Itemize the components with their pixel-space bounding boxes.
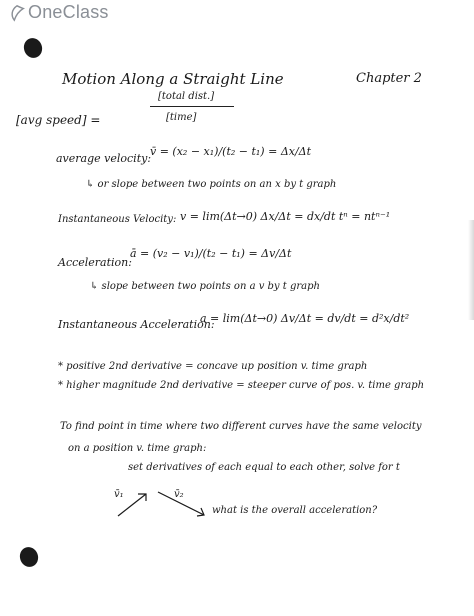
vector-v2-label: v̄₂ xyxy=(174,489,184,500)
instantaneous-velocity-equation: v = lim(Δt→0) Δx/Δt = dx/dt tⁿ = ntⁿ⁻¹ xyxy=(180,210,391,223)
find-point-line1: To find point in time where two different curves have the same velocity xyxy=(60,421,422,432)
acceleration-equation: ā = (v₂ − v₁)/(t₂ − t₁) = Δv/Δt xyxy=(130,247,292,260)
acceleration-label: Acceleration: xyxy=(58,256,132,269)
avg-speed-label: [avg speed] = xyxy=(16,113,101,127)
bullet-magnitude: * higher magnitude 2nd derivative = steeper curve of pos. v. time graph xyxy=(58,380,425,391)
page-title: Motion Along a Straight Line xyxy=(62,70,284,88)
vector-v1-arrow xyxy=(118,494,146,516)
oneclass-logo-text: OneClass xyxy=(28,2,109,22)
vector-v2-arrow xyxy=(158,489,204,516)
chapter-label: Chapter 2 xyxy=(356,71,422,86)
instantaneous-acceleration-label: Instantaneous Acceleration: xyxy=(58,318,215,331)
avg-speed-denominator: [time] xyxy=(166,112,197,123)
avg-velocity-equation: v̄ = (x₂ − x₁)/(t₂ − t₁) = Δx/Δt xyxy=(150,145,312,158)
avg-velocity-label: average velocity: xyxy=(56,152,152,165)
instantaneous-velocity-label: Instantaneous Velocity: xyxy=(58,214,177,225)
avg-velocity-note: ↳ or slope between two points on an x by t graph xyxy=(86,179,337,190)
acceleration-note: ↳ slope between two points on a v by t graph xyxy=(90,281,320,292)
bullet-concavity: * positive 2nd derivative = concave up position v. time graph xyxy=(58,361,368,372)
find-point-instruction: set derivatives of each equal to each other, solve for t xyxy=(128,462,400,473)
find-point-line2: on a position v. time graph: xyxy=(68,443,207,454)
vector-v1-label: v̄₁ xyxy=(114,489,124,500)
avg-speed-numerator: [total dist.] xyxy=(158,91,215,102)
overall-acceleration-question: what is the overall acceleration? xyxy=(212,505,378,516)
instantaneous-acceleration-equation: a = lim(Δt→0) Δv/Δt = dv/dt = d²x/dt² xyxy=(200,312,410,325)
